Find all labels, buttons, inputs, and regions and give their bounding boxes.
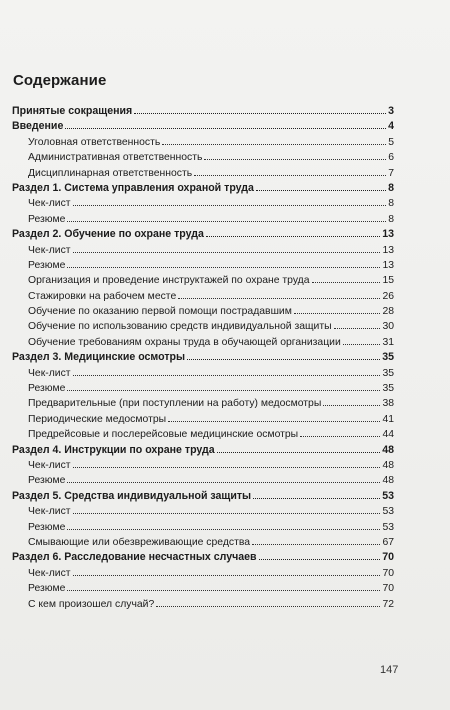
toc-subsection-entry — [12, 412, 394, 427]
toc-subsection-entry — [12, 135, 394, 150]
toc-entry-page-number: 3 — [388, 105, 394, 117]
toc-subsection-entry — [12, 196, 394, 211]
toc-entry-label: Дисциплинарная ответственность — [28, 167, 193, 179]
toc-entry-page-number: 30 — [382, 321, 394, 333]
toc-entry-page-number: 70 — [382, 583, 394, 595]
dot-leader — [206, 236, 380, 237]
toc-entry-label: Резюме — [28, 383, 66, 395]
toc-entry-label: Чек-лист — [28, 367, 71, 379]
dot-leader — [168, 421, 380, 422]
toc-section-entry — [12, 443, 394, 458]
toc-entry-page-number: 38 — [382, 398, 394, 410]
toc-entry-page-number: 48 — [382, 459, 394, 471]
toc-entry-label: Периодические медосмотры — [28, 413, 167, 425]
dot-leader — [217, 452, 381, 453]
toc-section-entry — [12, 489, 394, 504]
dot-leader — [204, 159, 386, 160]
toc-entry-page-number: 70 — [382, 567, 394, 579]
toc-entry-page-number: 28 — [382, 306, 394, 318]
dot-leader — [156, 606, 380, 607]
dot-leader — [67, 221, 386, 222]
dot-leader — [178, 298, 380, 299]
toc-entry-label: Чек-лист — [28, 244, 71, 256]
toc-entry-label: Предрейсовые и послерейсовые медицинские осмотры — [28, 429, 299, 441]
dot-leader — [256, 190, 386, 191]
toc-entry-label: Резюме — [28, 259, 66, 271]
dot-leader — [300, 436, 380, 437]
toc-entry-page-number: 48 — [382, 475, 394, 487]
toc-entry-label: Чек-лист — [28, 198, 71, 210]
dot-leader — [194, 175, 386, 176]
dot-leader — [73, 205, 387, 206]
toc-entry-label: Обучение по использованию средств индивидуальной защиты — [28, 321, 332, 333]
toc-subsection-entry — [12, 473, 394, 488]
toc-subsection-entry — [12, 304, 394, 319]
toc-entry-page-number: 13 — [382, 259, 394, 271]
toc-entry-label: Принятые сокращения — [12, 105, 133, 117]
dot-leader — [73, 467, 381, 468]
toc-entry-label: Резюме — [28, 213, 66, 225]
toc-entry-page-number: 4 — [388, 120, 394, 133]
toc-subsection-entry — [12, 597, 394, 612]
toc-entry-page-number: 48 — [382, 443, 394, 456]
toc-entry-label: Раздел 2. Обучение по охране труда — [12, 228, 204, 241]
toc-entry-page-number: 35 — [382, 367, 394, 379]
dot-leader — [187, 359, 380, 360]
toc-entry-page-number: 13 — [382, 228, 394, 241]
toc-entry-label: Чек-лист — [28, 506, 71, 518]
toc-subsection-entry — [12, 258, 394, 273]
toc-entry-label: Резюме — [28, 475, 66, 487]
toc-subsection-entry — [12, 150, 394, 165]
dot-leader — [67, 390, 380, 391]
toc-entry-page-number: 5 — [388, 136, 394, 148]
toc-subsection-entry — [12, 166, 394, 181]
dot-leader — [67, 529, 380, 530]
toc-subsection-entry — [12, 366, 394, 381]
toc-entry-page-number: 53 — [382, 506, 394, 518]
toc-entry-label: Раздел 3. Медицинские осмотры — [12, 351, 186, 364]
toc-entry-page-number: 35 — [382, 351, 394, 364]
dot-leader — [259, 559, 381, 560]
toc-subsection-entry — [12, 458, 394, 473]
toc-entry-label: Резюме — [28, 521, 66, 533]
toc-entry-label: Обучение требованиям охраны труда в обучающей организации — [28, 336, 341, 348]
toc-entry-page-number: 7 — [388, 167, 394, 179]
toc-subsection-entry — [12, 535, 394, 550]
toc-entry-page-number: 31 — [382, 336, 394, 348]
dot-leader — [334, 328, 381, 329]
dot-leader — [343, 344, 381, 345]
toc-subsection-entry — [12, 335, 394, 350]
dot-leader — [65, 128, 386, 129]
toc-entry-label: Административная ответственность — [28, 152, 203, 164]
toc-entry-label: Введение — [12, 120, 64, 133]
toc-entry-page-number: 72 — [382, 598, 394, 610]
page-title: Содержание — [13, 72, 107, 89]
toc-section-entry — [12, 104, 394, 119]
dot-leader — [252, 544, 380, 545]
toc-entry-page-number: 6 — [388, 152, 394, 164]
toc-entry-page-number: 8 — [388, 181, 394, 194]
toc-subsection-entry — [12, 243, 394, 258]
toc-entry-page-number: 67 — [382, 536, 394, 548]
toc-entry-page-number: 70 — [382, 551, 394, 564]
toc-entry-label: Резюме — [28, 583, 66, 595]
toc-subsection-entry — [12, 319, 394, 334]
toc-entry-label: Раздел 6. Расследование несчастных случаев — [12, 551, 257, 564]
toc-entry-page-number: 53 — [382, 521, 394, 533]
toc-section-entry — [12, 119, 394, 134]
toc-entry-page-number: 26 — [382, 290, 394, 302]
toc-entry-label: Стажировки на рабочем месте — [28, 290, 177, 302]
table-of-contents — [12, 104, 394, 612]
toc-entry-label: Обучение по оказанию первой помощи пострадавшим — [28, 306, 292, 318]
toc-entry-label: Раздел 5. Средства индивидуальной защиты — [12, 489, 252, 502]
dot-leader — [134, 113, 386, 114]
dot-leader — [67, 482, 380, 483]
toc-subsection-entry — [12, 520, 394, 535]
toc-entry-label: Предварительные (при поступлении на работу) медосмотры — [28, 398, 322, 410]
toc-entry-page-number: 8 — [388, 213, 394, 225]
toc-entry-label: Смывающие или обезвреживающие средства — [28, 536, 251, 548]
toc-subsection-entry — [12, 566, 394, 581]
toc-entry-label: Раздел 4. Инструкции по охране труда — [12, 443, 215, 456]
toc-section-entry — [12, 227, 394, 242]
toc-entry-page-number: 44 — [382, 429, 394, 441]
toc-entry-page-number: 15 — [382, 275, 394, 287]
toc-entry-label: С кем произошел случай? — [28, 598, 155, 610]
dot-leader — [67, 267, 380, 268]
toc-entry-page-number: 13 — [382, 244, 394, 256]
toc-section-entry — [12, 350, 394, 365]
toc-subsection-entry — [12, 504, 394, 519]
toc-entry-page-number: 35 — [382, 383, 394, 395]
toc-subsection-entry — [12, 396, 394, 411]
toc-entry-label: Раздел 1. Система управления охраной труда — [12, 181, 254, 194]
dot-leader — [253, 498, 380, 499]
toc-subsection-entry — [12, 581, 394, 596]
toc-entry-label: Чек-лист — [28, 567, 71, 579]
toc-entry-label: Уголовная ответственность — [28, 136, 161, 148]
dot-leader — [73, 375, 381, 376]
toc-entry-label: Организация и проведение инструктажей по охране труда — [28, 275, 310, 287]
toc-entry-page-number: 8 — [388, 198, 394, 210]
toc-entry-page-number: 53 — [382, 489, 394, 502]
toc-entry-page-number: 41 — [382, 413, 394, 425]
dot-leader — [67, 590, 380, 591]
page-number: 147 — [380, 664, 399, 676]
toc-subsection-entry — [12, 289, 394, 304]
dot-leader — [323, 405, 380, 406]
dot-leader — [294, 313, 381, 314]
dot-leader — [312, 282, 381, 283]
toc-entry-label: Чек-лист — [28, 459, 71, 471]
toc-subsection-entry — [12, 381, 394, 396]
toc-section-entry — [12, 550, 394, 565]
toc-subsection-entry — [12, 273, 394, 288]
dot-leader — [73, 575, 381, 576]
toc-section-entry — [12, 181, 394, 196]
dot-leader — [73, 513, 381, 514]
toc-subsection-entry — [12, 427, 394, 442]
dot-leader — [73, 252, 381, 253]
toc-subsection-entry — [12, 212, 394, 227]
dot-leader — [162, 144, 386, 145]
